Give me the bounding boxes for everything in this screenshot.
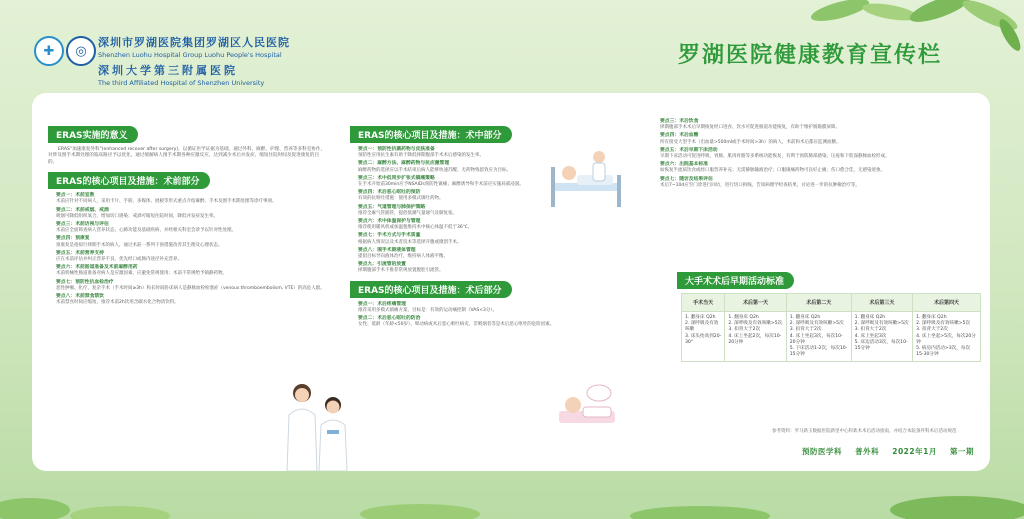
preop-item-body: 术前机械性肠道准备对病人是应激因素，应避免常规使用；术前不常规给予镇静药物。	[56, 271, 227, 277]
footer-date: 2022年1月	[892, 447, 937, 456]
preop-item-body: 术前应全面筛查病人营养状态、心肺功能及基础疾病，并经相关科室会诊予以针对性处理。	[56, 228, 236, 234]
footer-issue: 第一期	[949, 447, 974, 456]
hospital-name-cn: 深圳市罗湖医院集团罗湖区人民医院	[98, 36, 290, 49]
table-header-cell: 术后第三天	[851, 294, 912, 312]
intraop-item-body: 择期腹部手术不推荐常规放置腹腔引流管。	[358, 268, 444, 274]
table-cell: 1. 翻身床 Q2h 2. 深呼吸及有效咳嗽>5次 3. 扣背大于2次 4. 床上坐起3次 5. 床边活动3次，每次10-15分钟	[851, 312, 912, 362]
postop-cont-item-heading: 要点三：术后饮食	[660, 119, 699, 124]
postop-item-heading: 要点一：术后疼痛管理	[358, 301, 406, 307]
table-header-cell: 术后第二天	[786, 294, 851, 312]
postop-cont-item-heading: 要点四：术后血糖	[660, 133, 699, 139]
table-cell: 1. 翻身床 Q2h 2. 深呼吸及有效咳嗽>5次 3. 扣背大于2次 4. 床上坐起>5次，每次20分钟 5. 病房内活动>3次，每次15-30分钟	[913, 312, 981, 362]
intraop-item-body: 有效的抗呕吐措施：使用多模式镇吐药物。	[358, 196, 444, 202]
section-title-postop: ERAS的核心项目及措施：术后部分	[350, 281, 512, 298]
postop-cont-item-body: 如恢复半流质饮食或经口服营养补充；无需静脉输液治疗；口服镇痛药物可良好止痛；伤口愈合佳，无感染迹象。	[660, 168, 885, 174]
intraop-item-body: 预防性应用抗生素有助于降低择期腹部手术术后感染的发生率。	[358, 153, 484, 159]
preop-item-heading: 要点一：术前宣教	[56, 193, 95, 199]
table-cell: 1. 翻身床 Q2h 2. 深呼吸及有效咳嗽>5次 3. 扣背大于2次 4. 床上坐起3次，每次10-20分钟 5. 下床活动1-2次，每次10-15分钟	[786, 312, 851, 362]
header	[0, 0, 1024, 90]
preop-item-heading: 要点八：术前禁食禁饮	[56, 294, 104, 300]
footer-dept-1: 预防医学科	[802, 447, 842, 456]
section-title-preop: ERAS的核心项目及措施：术前部分	[48, 172, 210, 189]
activity-table-title-wrap	[677, 269, 794, 293]
postop-cont-item-body: 早期下床活动可促进呼吸、胃肠、肌肉骨骼等多系统功能恢复，有利于预防肺部感染、压疮和下肢深静脉血栓形成。	[660, 154, 890, 160]
postop-cont-item-body: 所有接受大型手术（出血量>500ml或手术时间>3h）的病人，术前和术后都应监测血糖。	[660, 139, 841, 145]
postop-cont-item-body: 术后7~10d应至门诊进行回访，进行切口拆线，告知病理学检查结果，讨论进一步的抗肿瘤治疗等。	[660, 182, 860, 188]
postop-items	[350, 302, 620, 329]
postop-cont-item-heading: 要点七：随访及结果评估	[660, 176, 713, 182]
doctors-illustration	[277, 375, 357, 471]
intraop-item-heading: 要点三：术中低同步扩张式镇痛策略	[358, 175, 435, 181]
preop-item-heading: 要点七：预防性抗血栓治疗	[56, 279, 114, 285]
postop-item-body: 女性、低龄（年龄<50岁）、晕动病或术后恶心呕吐病史、非吸烟者等是术后恶心呕吐的危险因素。	[358, 322, 555, 328]
university-logo: ◎	[66, 36, 96, 66]
postop-cont-item-body: 择期腹部手术术后早期恢复经口进食、饮水可促进肠道功能恢复，有助于维护肠黏膜屏障。	[660, 125, 840, 131]
preop-item-body: 术前应针对不同病人，采用卡片、手册、多媒体、展板等形式重点介绍麻醉、手术及围手术期处理等诊疗事项。	[56, 199, 277, 205]
intraop-items	[350, 147, 530, 275]
intraop-item-body: 在手术开始前30min应予NSAIDs预防性镇痛；麻醉诱导和手术前应实施局部浸润。	[358, 182, 524, 188]
intraop-item-heading: 要点六：术中体温保护与管理	[358, 219, 421, 225]
postop-cont-item-heading: 要点五：术后早期下床活动	[660, 147, 718, 153]
preop-item-body: 恶性肿瘤、化疗、复杂手术（手术时间≥3h）和长时间卧床病人是静脉血栓栓塞症（venous thromboembolism, VTE）的高危人群。	[56, 285, 325, 291]
postop-cont-item-heading: 要点六：出院基本标准	[660, 162, 708, 168]
preop-item-body: 术前禁食时间应缩短，推荐术前2h饮用含碳水化合物清饮料。	[56, 300, 179, 306]
intraop-item-heading: 要点九：引流管的放置	[358, 262, 406, 268]
patient-illustration	[557, 383, 617, 431]
section-title-activity: 大手术术后早期活动标准	[677, 272, 794, 289]
reference-note: 参考资料：罗马新玉数据医院新里中心科新术术后活动指南，并结合本院条件科术后活动规范	[772, 429, 957, 434]
intraop-item-heading: 要点二：麻醉方法、麻醉药物与抗应激管理	[358, 161, 450, 167]
activity-table-wrap	[681, 293, 981, 362]
intraop-item-heading: 要点七：手术方式与手术质量	[358, 233, 421, 239]
postop-item-body: 推荐采用多模式镇痛方案，目标是：有效的运动痛控制（VAS<3分）。	[358, 307, 498, 313]
intraop-item-body: 麻醉药物的选择应以手术结束后病人能够快速苏醒、无药物残留效应为目标。	[358, 167, 511, 173]
preop-item-body: 预康复是指拟行择期手术的病人，通过术前一系列干预措施改善其生理及心理状态。	[56, 242, 223, 248]
preop-items	[48, 193, 328, 306]
intraop-item-heading: 要点一：预防性抗菌药物与皮肤准备	[358, 147, 435, 152]
intraop-item-body: 根据病人情况以及术者技术等选择开腹或微创手术。	[358, 239, 462, 245]
table-header-cell: 术后第一天	[725, 294, 786, 312]
significance-paragraph: ERAS"加速康复外科"(enhanced recover after surgery)，以循证医学证据为基础，通过外科、麻醉、护理、营养等多科室协作，对涉及围手术期处理的临床路径予以优化，通过缓解病人围手术期各种应激反应，达到减少术后并发症、缩短住院时间及促进康复的目的。	[48, 147, 326, 165]
activity-table	[681, 293, 981, 362]
postop-item-heading: 要点二：术后恶心呕吐的防治	[358, 316, 421, 322]
footer	[802, 446, 984, 457]
bottom-leaves-decoration	[0, 470, 1024, 519]
hospital-name-en: Shenzhen Luohu Hospital Group Luohu People's Hospital	[98, 51, 282, 59]
university-name-cn: 深圳大学第三附属医院	[98, 64, 238, 77]
hospital-logo: ✚	[34, 36, 64, 66]
section-title-significance: ERAS实施的意义	[48, 126, 138, 143]
column-preop	[48, 123, 328, 308]
hospital-name-block	[98, 34, 290, 87]
preop-item-heading: 要点三：术前访视与评估	[56, 222, 109, 228]
hospital-bed-illustration	[547, 145, 627, 215]
column-postop-cont	[652, 119, 972, 191]
intraop-item-body: 推荐全麻气管插管，提倡低潮气量通气及肺复张。	[358, 210, 457, 216]
section-title-intraop: ERAS的核心项目及措施：术中部分	[350, 126, 512, 143]
table-header-row	[682, 294, 981, 312]
content-panel	[32, 93, 990, 471]
table-row	[682, 312, 981, 362]
university-name-en: The third Affiliated Hospital of Shenzhen University	[98, 79, 265, 87]
intraop-item-heading: 要点八：围手术期液体管理	[358, 247, 416, 253]
footer-dept-2: 普外科	[855, 447, 880, 456]
preop-item-heading: 要点四：预康复	[56, 236, 90, 242]
preop-item-heading: 要点二：术前戒烟、戒酒	[56, 207, 109, 213]
table-header-cell: 手术当天	[682, 294, 725, 312]
table-cell: 1. 翻身床 Q2h 2. 深呼吸及有效咳嗽>5次 3. 扣背大于2次 4. 床上坐起2次，每次10-20分钟	[725, 312, 786, 362]
table-header-cell: 术后第四天	[913, 294, 981, 312]
intraop-item-heading: 要点四：术后恶心呕吐的预防	[358, 190, 421, 196]
preop-item-heading: 要点六：术前肠道准备及术前麻醉用药	[56, 265, 138, 271]
intraop-item-body: 推荐使用暖风机或加温毯维持术中核心体温不低于36℃。	[358, 225, 473, 231]
preop-item-heading: 要点五：术前营养支持	[56, 250, 104, 256]
intraop-item-heading: 要点五：气道管理与肺保护策略	[358, 204, 426, 210]
preop-item-body: 应在术前评估并纠正营养不良，优先经口或肠内途径补充营养。	[56, 257, 182, 263]
postop-cont-items	[652, 119, 972, 189]
preop-item-body: 吸烟可降低组织氧合，增加切口感染；戒酒可缩短住院时间，降低并发症发生率。	[56, 213, 218, 219]
table-cell: 1. 翻身床 Q2h 2. 深呼吸及有效咳嗽 3. 床头抬高到20-30°	[682, 312, 725, 362]
page-title: 罗湖医院健康教育宣传栏	[678, 43, 943, 68]
intraop-item-body: 提倡目标导向液体治疗，维持病人体液平衡。	[358, 254, 448, 260]
